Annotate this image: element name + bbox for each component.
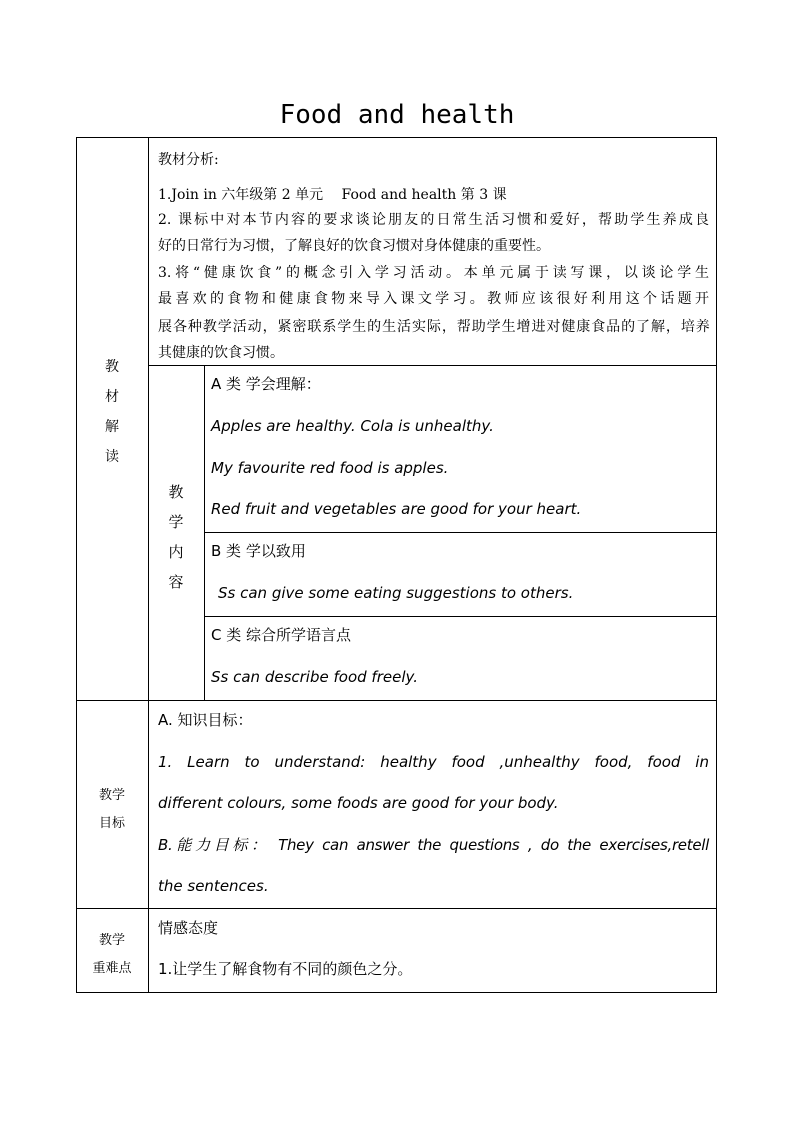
label-char: 教 [105, 359, 119, 375]
content-b-heading: B 类 学以致用 [211, 542, 306, 560]
goals-line-2b: the sentences. [158, 877, 269, 895]
goals-line-1a: 1. Learn to understand: healthy food ,unhealthy food, food in [158, 753, 709, 771]
label-char: 教 [168, 483, 184, 501]
content-a-line-1: Apples are healthy. Cola is unhealthy. [211, 417, 494, 435]
content-a-line-3: Red fruit and vegetables are good for your heart. [211, 500, 582, 518]
analysis-heading: 教材分析: [158, 152, 219, 168]
section-label-key [76, 927, 148, 983]
label-char: 解 [105, 419, 119, 435]
row-divider-goals [76, 700, 717, 701]
table-border-top [76, 137, 717, 138]
analysis-line-3d: 其健康的饮食习惯。 [158, 345, 284, 361]
content-a-line-2: My favourite red food is apples. [211, 459, 449, 477]
goals-a-heading: A. 知识目标： [158, 711, 253, 729]
content-c-line-1: Ss can describe food freely. [211, 668, 418, 686]
content-c-heading: C 类 综合所学语言点 [211, 626, 352, 644]
row-divider-key [76, 908, 717, 909]
section-label-textbook [76, 352, 148, 472]
table-border-left [76, 137, 77, 993]
analysis-line-2b: 好的日常行为习惯，了解良好的饮食习惯对身体健康的重要性。 [158, 238, 550, 254]
analysis-line-2a: 2. 课标中对本节内容的要求谈论朋友的日常生活习惯和爱好，帮助学生养成良 [158, 212, 709, 228]
row-divider-b [204, 532, 717, 533]
label-char: 读 [105, 449, 119, 465]
row-divider-content [148, 365, 717, 366]
label-line: 教学 [98, 788, 125, 803]
table-border-bottom [76, 992, 717, 993]
table-border-right [716, 137, 717, 993]
content-b-line-1: Ss can give some eating suggestions to others. [218, 584, 574, 602]
label-char: 材 [105, 389, 119, 405]
analysis-line-3b: 最喜欢的食物和健康食物来导入课文学习。教师应该很好利用这个话题开 [158, 291, 709, 307]
lesson-table [76, 137, 717, 993]
label-line: 重难点 [92, 961, 132, 976]
label-line: 目标 [98, 816, 125, 831]
label-char: 学 [168, 513, 184, 531]
label-char: 容 [168, 573, 184, 591]
analysis-line-3a: 3.将“健康饮食”的概念引入学习活动。本单元属于读写课，以谈论学生 [158, 265, 709, 281]
key-heading: 情感态度 [158, 919, 219, 937]
page-title: Food and health [279, 100, 515, 130]
content-a-heading: A 类 学会理解： [211, 375, 321, 393]
goals-line-1b: different colours, some foods are good for your body. [158, 794, 559, 812]
label-line: 教学 [98, 933, 125, 948]
section-label-content [148, 477, 204, 597]
row-divider-c [204, 616, 717, 617]
goals-line-2a: B.能力目标： They can answer the questions , do the exercises,retell [158, 836, 709, 854]
key-item-1: 1.让学生了解食物有不同的颜色之分。 [158, 960, 413, 978]
analysis-line-1: 1.Join in 六年级第 2 单元 Food and health 第 3 课 [158, 187, 507, 203]
analysis-line-3c: 展各种教学活动，紧密联系学生的生活实际，帮助学生增进对健康食品的了解，培养 [158, 319, 709, 335]
label-char: 内 [168, 543, 184, 561]
section-label-goals [76, 782, 148, 838]
